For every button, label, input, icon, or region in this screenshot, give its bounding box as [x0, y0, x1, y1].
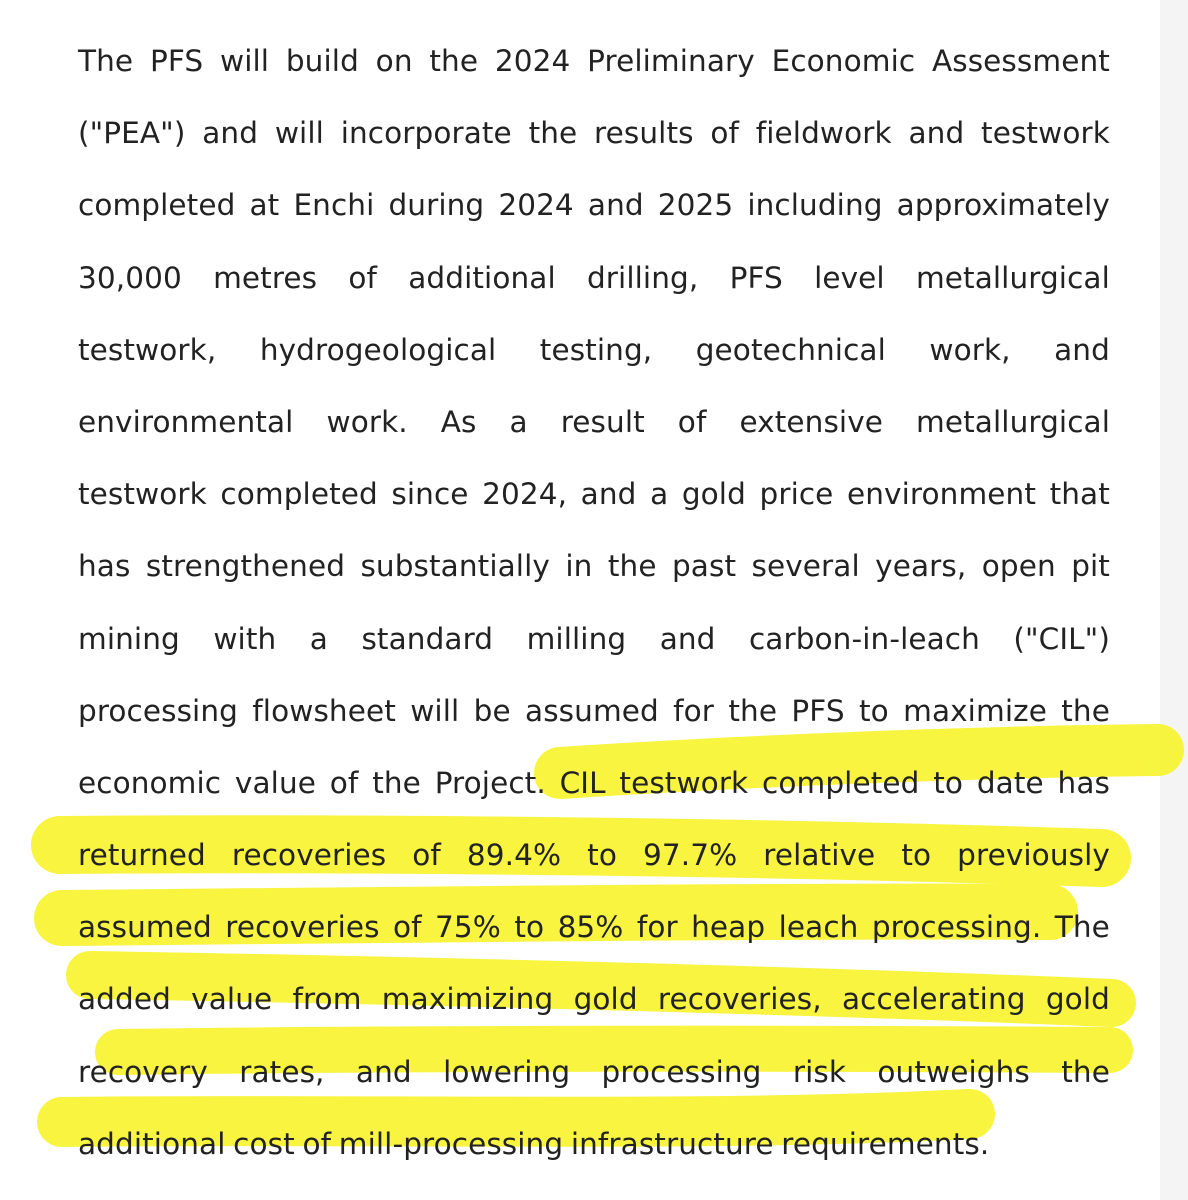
word: 85%: [557, 910, 624, 945]
text-line: [78, 458, 1110, 530]
word: including: [747, 188, 883, 223]
word: to: [514, 910, 545, 945]
word: for: [673, 693, 715, 728]
word: PFS: [791, 693, 845, 728]
word: strengthened: [145, 549, 346, 584]
word: completed: [220, 477, 378, 512]
word: 2024: [494, 44, 571, 78]
word: testwork: [78, 477, 207, 512]
word: environment: [847, 477, 1036, 512]
document-page: [78, 25, 1110, 1180]
word: gold: [573, 982, 638, 1017]
word: mining: [78, 621, 180, 656]
word: geotechnical: [695, 332, 886, 367]
word: testwork,: [78, 332, 217, 367]
word: gold: [1045, 982, 1110, 1017]
word: has: [78, 549, 131, 584]
word: the: [728, 693, 778, 728]
word: incorporate: [340, 116, 512, 151]
word: drilling,: [586, 260, 699, 295]
word: ("PEA"): [78, 116, 186, 151]
word: carbon-in-leach: [748, 621, 980, 656]
word: and: [355, 1054, 412, 1089]
body-paragraph: [78, 25, 1110, 1180]
word: value: [234, 765, 316, 800]
word: environmental: [78, 404, 294, 439]
word: processing.: [871, 910, 1042, 945]
word: testwork: [981, 116, 1110, 151]
word: returned: [78, 838, 206, 873]
word: of: [302, 1126, 332, 1161]
word: on: [375, 44, 413, 78]
text-line: [78, 603, 1110, 675]
word: The: [78, 44, 134, 78]
word: since: [391, 477, 469, 512]
word: results: [594, 116, 694, 151]
word: substantially: [360, 549, 550, 584]
word: processing: [78, 693, 238, 728]
word: 2024,: [482, 477, 568, 512]
word: Project.: [434, 765, 546, 800]
word: a: [309, 621, 328, 656]
word: of: [329, 765, 359, 800]
word: to: [587, 838, 617, 873]
word: of: [412, 838, 441, 873]
text-line: [78, 747, 1110, 819]
word: 2025: [657, 188, 734, 223]
word: heap: [691, 910, 766, 945]
word: to: [858, 693, 889, 728]
word: the: [528, 116, 578, 151]
text-line: [78, 1108, 1110, 1180]
word: years,: [875, 549, 967, 584]
word: 75%: [435, 910, 501, 945]
text-line: [78, 386, 1110, 458]
word: maximizing: [381, 982, 554, 1017]
word: to: [901, 838, 932, 873]
word: and: [202, 116, 259, 151]
word: lowering: [443, 1054, 571, 1089]
word: of: [677, 404, 707, 439]
word: As: [440, 404, 477, 439]
word: at: [249, 188, 280, 223]
word: pit: [1071, 549, 1110, 584]
word: risk: [792, 1054, 847, 1089]
word: of: [393, 910, 422, 945]
word: testwork: [619, 765, 749, 800]
word: 97.7%: [643, 838, 738, 873]
word: testing,: [539, 332, 653, 367]
word: recovery: [78, 1054, 208, 1089]
word: previously: [957, 838, 1110, 873]
word: metallurgical: [915, 260, 1110, 295]
word: metres: [213, 260, 318, 295]
word: and: [659, 621, 716, 656]
word: relative: [763, 838, 876, 873]
word: and: [580, 477, 637, 512]
word: the: [372, 765, 421, 800]
text-line: [78, 675, 1110, 747]
word: approximately: [896, 188, 1110, 223]
word: fieldwork: [755, 116, 892, 151]
word: of: [348, 260, 377, 295]
text-line: [78, 242, 1110, 314]
word: to: [933, 765, 964, 800]
word: a: [650, 477, 669, 512]
word: PFS: [149, 44, 204, 78]
word: mill-processing: [338, 1126, 564, 1161]
word: past: [671, 549, 737, 584]
word: recoveries: [231, 838, 387, 873]
text-line: [78, 819, 1110, 891]
word: milling: [526, 621, 627, 656]
word: rates,: [239, 1054, 325, 1089]
word: result: [560, 404, 645, 439]
word: work,: [929, 332, 1011, 367]
word: hydrogeological: [259, 332, 497, 367]
word: CIL: [559, 765, 606, 800]
word: 2024: [498, 188, 574, 223]
word: level: [814, 260, 885, 295]
word: requirements.: [781, 1126, 990, 1161]
word: ("CIL"): [1013, 621, 1110, 656]
word: the: [1061, 693, 1110, 728]
word: the: [429, 44, 479, 78]
word: that: [1049, 477, 1110, 512]
word: work.: [326, 404, 408, 439]
word: metallurgical: [916, 404, 1110, 439]
word: PFS: [729, 260, 783, 295]
word: accelerating: [842, 982, 1026, 1017]
text-line: [78, 891, 1110, 963]
word: added: [78, 982, 171, 1017]
word: leach: [778, 910, 859, 945]
word: maximize: [903, 693, 1047, 728]
text-line: [78, 530, 1110, 602]
text-line: [78, 169, 1110, 241]
word: the: [1061, 1054, 1110, 1089]
word: will: [410, 693, 460, 728]
word: price: [759, 477, 834, 512]
word: with: [213, 621, 277, 656]
word: a: [509, 404, 528, 439]
word: additional: [408, 260, 556, 295]
word: Enchi: [293, 188, 375, 223]
word: Economic: [771, 44, 916, 78]
word: the: [607, 549, 657, 584]
word: outweighs: [877, 1054, 1030, 1089]
word: cost: [233, 1126, 295, 1161]
word: and: [908, 116, 965, 151]
word: recoveries: [225, 910, 380, 945]
word: in: [565, 549, 593, 584]
text-line: [78, 314, 1110, 386]
word: gold: [681, 477, 746, 512]
word: The: [1054, 910, 1110, 945]
word: flowsheet: [252, 693, 396, 728]
word: from: [292, 982, 362, 1017]
word: Preliminary: [587, 44, 755, 78]
word: extensive: [739, 404, 884, 439]
word: several: [751, 549, 860, 584]
text-line: [78, 1036, 1110, 1108]
word: will: [219, 44, 270, 78]
text-line: [78, 97, 1110, 169]
word: open: [981, 549, 1056, 584]
word: 89.4%: [466, 838, 562, 873]
word: and: [587, 188, 644, 223]
word: Assessment: [931, 44, 1110, 78]
word: 30,000: [78, 260, 182, 295]
word: additional: [78, 1126, 226, 1161]
word: completed: [78, 188, 236, 223]
word: assumed: [78, 910, 212, 945]
word: economic: [78, 765, 222, 800]
scroll-gutter: [1160, 0, 1188, 1200]
word: assumed: [525, 693, 659, 728]
word: recoveries,: [657, 982, 822, 1017]
word: and: [1054, 332, 1110, 367]
word: date: [976, 765, 1044, 800]
word: completed: [762, 765, 920, 800]
word: processing: [601, 1054, 762, 1089]
text-line: [78, 25, 1110, 97]
word: infrastructure: [570, 1126, 774, 1161]
text-line: [78, 963, 1110, 1035]
word: be: [473, 693, 511, 728]
word: of: [710, 116, 739, 151]
word: will: [274, 116, 324, 151]
word: standard: [361, 621, 494, 656]
word: has: [1057, 765, 1110, 800]
word: during: [388, 188, 485, 223]
word: for: [636, 910, 678, 945]
word: build: [285, 44, 359, 78]
word: value: [191, 982, 273, 1017]
